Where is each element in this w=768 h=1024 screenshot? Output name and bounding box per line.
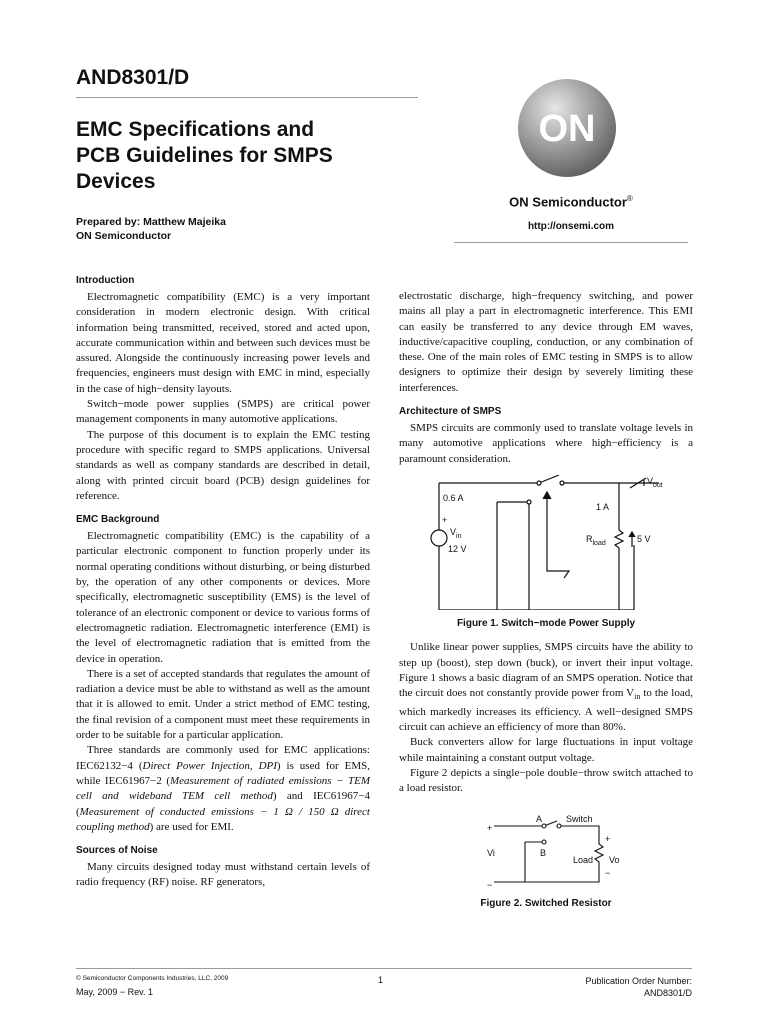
smps-circuit-diagram [399,475,693,610]
footer-copyright: © Semiconductor Components Industries, LLC, 2009 [76,975,229,982]
intro-paragraph-1: Electromagnetic compatibility (EMC) is a very important consideration in modern electronic design. With critical information being transmitted, received, stored and acted upon, accurate communication within and between such devices must be assured. Alongside the continuously increasing power levels and frequencies, engineers must design with EMC in mind, especially in the case of high−density layouts. [76,291,370,395]
fig2-label-a: A [536,814,543,825]
switched-resistor-diagram [399,812,693,892]
footer-rule [76,968,692,969]
fig2-vi: Vi [487,848,495,859]
fig1-input-current: 0.6 A [443,492,464,503]
fig1-rload: $R_{load}$ [586,533,606,547]
section-heading-architecture: Architecture of SMPS [399,406,502,418]
fig2-vo: Vo [609,855,620,866]
header-rule [76,97,418,98]
fig1-vout: $V_{out}$ [647,475,663,489]
fig2-plus-right: + [605,834,611,845]
company-name [454,194,688,209]
document-number: AND8301/D [76,66,190,89]
emc-p3-text-c: ) is used for EMS, while IEC61967−2 ( [76,759,371,787]
fig2-minus-left: − [487,880,493,891]
fig1-vin: $V_{in}$ [450,526,462,540]
footer-pub-label: Publication Order Number: [585,976,692,986]
left-column [76,274,370,891]
logo-sphere-icon [517,78,617,178]
title-line-1: EMC Specifications and [76,118,315,141]
registered-mark: ® [626,194,633,203]
figure-2 [399,812,693,911]
fig2-minus-right: − [605,868,611,879]
emc-p3-text-g: ) are used for EMI. [149,820,234,833]
emc-p3-text-a: Three standards are commonly used for EMC applications: IEC62132−4 ( [76,744,370,772]
fig1-vin-value: 12 V [448,543,467,554]
on-semiconductor-logo [517,78,617,178]
fig2-label-b: B [540,848,547,859]
arch-paragraph-2: Unlike linear power supplies, SMPS circuits have the ability to step up (boost), step down (buck), or invert their input voltage. Figure 1 shows a basic diagram of an SMPS operation. Notice that the circuit does not constantly provide power from $V_{in}$ to the load, which markedly increases its efficiency. A well−designed SMPS circuit can achieve an efficiency of more than 80%. [399,641,693,733]
noise-paragraph-1: Many circuits designed today must withstand certain levels of radio frequency (RF) noise. RF generators, [76,861,370,889]
figure-1 [399,475,693,631]
footer-date-revision: May, 2009 − Rev. 1 [76,987,153,997]
fig1-load-current: 1 A [596,501,610,512]
section-heading-sources-of-noise: Sources of Noise [76,845,158,857]
emc-paragraph-1: Electromagnetic compatibility (EMC) is the capability of a particular electronic component to function properly under its normal operating conditions without disturbing, or being disturbed by, the operation of any other components or devices. More specifically, electromagnetic susceptibility (EMS) is the level of tolerance of an electronic component or device to various forms of electromagnetic radiation. Electromagnetic interference (EMI) is the level of electromagnetic radiation that is emitted from the device in operation. [76,530,370,665]
figure-2-caption: Figure 2. Switched Resistor [480,898,612,910]
intro-paragraph-3: The purpose of this document is to explain the EMC testing procedure with specific regard to SMPS applications. Universal standards as well as company standards are described in detail, along with printed circuit board (PCB) design guidelines for reference. [76,428,370,502]
emc-paragraph-2: There is a set of accepted standards that regulates the amount of radiation a device must be able to withstand as well as the amount that it is allowed to emit. Under a strict method of EMC testing, the final revision of a component must meet these requirements in order to be suitable for a particular application. [76,667,370,742]
page-title [76,117,406,195]
arch-paragraph-3: Buck converters allow for large fluctuations in input voltage while maintaining a constant output voltage. [399,736,693,764]
title-line-2: PCB Guidelines for SMPS [76,144,333,167]
footer-page-number: 1 [378,975,384,985]
fig2-plus-left: + [487,823,493,834]
figure-1-caption: Figure 1. Switch−mode Power Supply [456,617,636,629]
emc-p3-italic-dpi: Direct Power Injection, DPI [142,759,277,772]
emc-p3-italic-conducted: Measurement of conducted emissions − 1 Ω / 150 Ω direct coupling method [76,805,370,833]
footer-publication [530,975,692,999]
footer-pub-number: AND8301/D [643,988,692,998]
arch-paragraph-1: SMPS circuits are commonly used to translate voltage levels in many automotive applications where high−efficiency is a paramount consideration. [399,422,693,465]
fig1-load-voltage: 5 V [637,533,651,544]
intro-paragraph-2: Switch−mode power supplies (SMPS) are critical power management components in many automotive applications. [76,398,370,426]
author-organization: ON Semiconductor [76,230,172,242]
right-column [399,289,693,912]
emc-paragraph-3 [76,743,370,835]
website-rule [454,242,688,243]
right-intro-paragraph: electrostatic discharge, high−frequency switching, and power mains all play a part in electromagnetic interference. This EMI can easily be transferred to any device through EM waves, inductive/capacitive coupling, conduction, or any combination of these. One of the main roles of EMC testing in SMPS is to allow designers to optimize their design by severely limiting these interferences. [399,290,693,394]
section-heading-introduction: Introduction [76,275,135,286]
emc-p3-text-e: ) and IEC61967−4 ( [76,790,370,818]
logo-text: ON [538,108,596,150]
prepared-by: Prepared by: Matthew Majeika [76,216,226,228]
arch-paragraph-4: Figure 2 depicts a single−pole double−throw switch attached to a load resistor. [399,766,693,795]
title-line-3: Devices [76,170,156,193]
fig2-switch-label: Switch [566,814,593,825]
section-heading-emc-background: EMC Background [76,514,160,526]
author-block [76,215,226,243]
fig2-load-label: Load [573,855,594,866]
emc-p3-italic-radiated: Measurement of radiated emissions − TEM cell and wideband TEM cell method [76,774,370,803]
website-link[interactable]: http://onsemi.com [527,221,615,232]
company-name-text: ON Semiconductor [509,194,627,210]
fig1-plus: + [442,514,448,525]
